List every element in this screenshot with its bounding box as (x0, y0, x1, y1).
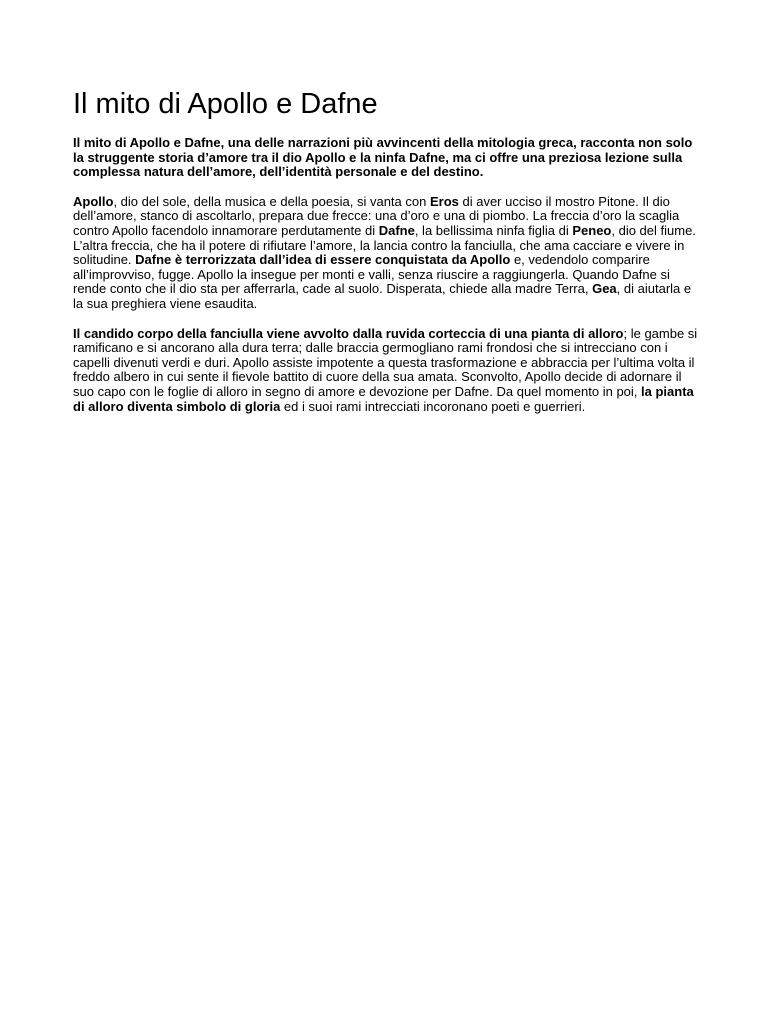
bold-eros: Eros (429, 193, 459, 209)
text-segment: ed i suoi rami intrecciati incoronano poeti e guerrieri. (280, 398, 586, 414)
bold-candid-body: Il candido corpo della fanciulla viene avvolto dalla ruvida corteccia di una pianta di alloro (73, 325, 624, 341)
text-segment: ; le gambe si ramificano e si ancorano alla dura terra; dalle braccia germogliano rami frondosi che si intrecciano con i capelli divenuti verdi e duri. Apollo assiste impotente a questa trasformazione e abbraccia per l’ultima volta il freddo albero in cui sente il fievole battito di cuore della sua amata. Sconvolto, Apollo decide di adornare il suo capo con le foglie di alloro in segno di amore e devozione per Dafne. Da quel momento in poi, (73, 325, 698, 399)
text-segment: , la bellissima ninfa figlia di (414, 222, 573, 238)
bold-dafne-terrorized: Dafne è terrorizzata dall’idea di essere conquistata da Apollo (135, 252, 511, 268)
text-segment: , di aiutarla e la sua preghiera viene esaudita. (73, 281, 692, 311)
intro-paragraph: Il mito di Apollo e Dafne, una delle narrazioni più avvincenti della mitologia greca, racconta non solo la struggente storia d’amore tra il dio Apollo e la ninfa Dafne, ma ci offre una preziosa lezione sulla complessa natura dell’amore, dell’identità personale e del destino. (73, 135, 693, 180)
text-segment: , dio del sole, della musica e della poesia, si vanta con (113, 193, 430, 209)
bold-dafne: Dafne (378, 222, 415, 238)
text-segment: e, vedendolo comparire all’improvviso, fugge. Apollo la insegue per monti e valli, senza riuscire a raggiungerla. Quando Dafne si rende conto che il dio sta per afferrarla, cade al suolo. Disperata, chiede alla madre Terra, (73, 252, 670, 297)
bold-gea: Gea (592, 281, 617, 297)
bold-apollo: Apollo (73, 193, 114, 209)
document-title: Il mito di Apollo e Dafne (73, 88, 378, 120)
text-segment: , dio del fiume. L’altra freccia, che ha il potere di rifiutare l’amore, la lancia contro la fanciulla, che ama cacciare e vivere in solitudine. (73, 222, 696, 268)
document-page (73, 86, 698, 414)
bold-laurel-glory: la pianta di alloro diventa simbolo di gloria (73, 383, 694, 414)
bold-peneo: Peneo (572, 222, 612, 238)
text-segment: di aver ucciso il mostro Pitone. Il dio dell’amore, stanco di ascoltarlo, prepara due frecce: una d’oro e una di piombo. La freccia d’oro la scaglia contro Apollo facendolo innamorare perdutamente di (73, 193, 680, 238)
paragraph-transformation (73, 327, 698, 415)
paragraph-apollo-eros (73, 195, 698, 312)
